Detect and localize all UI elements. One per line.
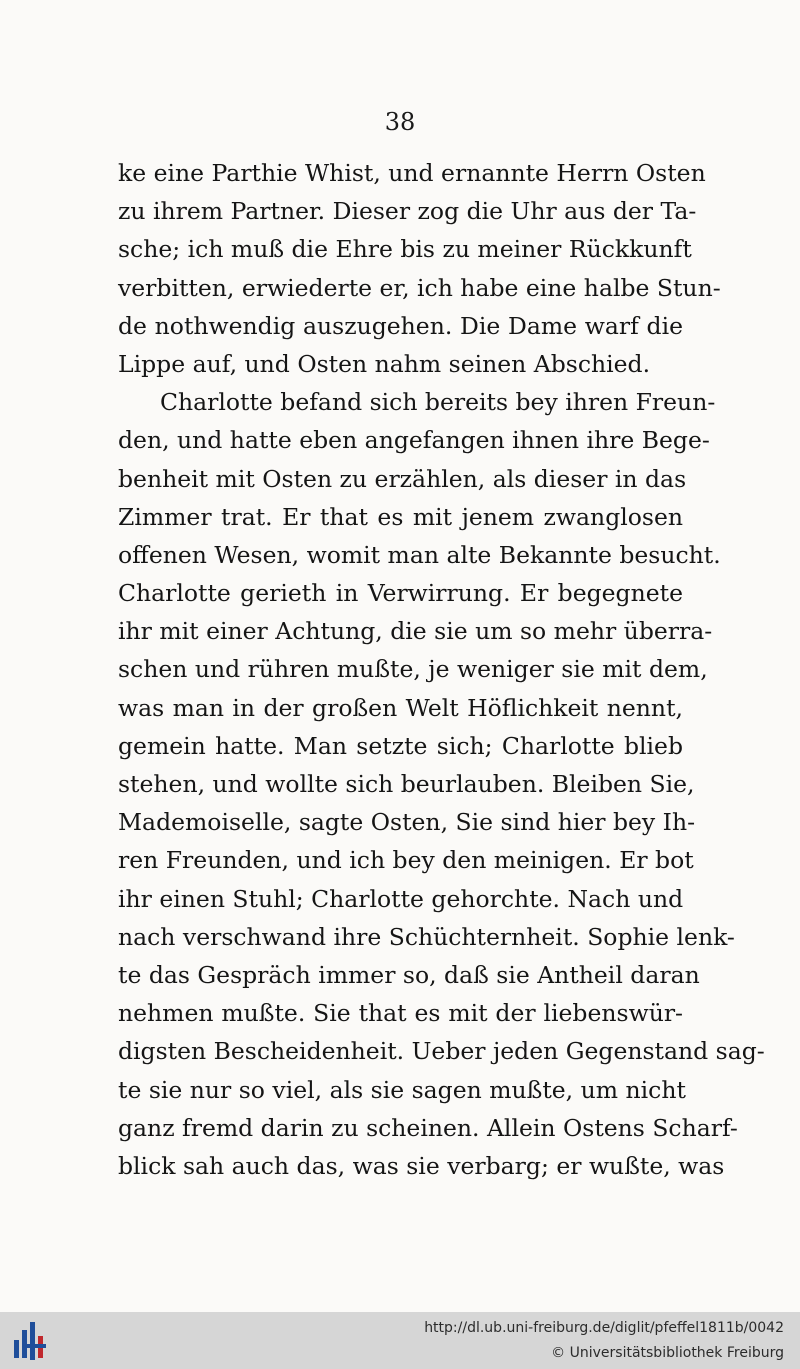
- text-line: den, und hatte eben angefangen ihnen ihre Bege-: [118, 426, 710, 455]
- text-line: nehmen mußte. Sie that es mit der liebenswür-: [118, 999, 683, 1028]
- text-line: ren Freunden, und ich bey den meinigen. Er bot: [118, 846, 694, 875]
- body-text: [118, 154, 765, 1185]
- text-line: schen und rühren mußte, je weniger sie mit dem,: [118, 655, 708, 684]
- text-line: benheit mit Osten zu erzählen, als dieser in das: [118, 464, 687, 493]
- text-line: te das Gespräch immer so, daß sie Antheil daran: [118, 960, 700, 989]
- text-line: ihr einen Stuhl; Charlotte gehorchte. Nach und: [118, 884, 684, 913]
- text-line: Charlotte befand sich bereits bey ihren Freun-: [160, 388, 716, 417]
- text-line: de nothwendig auszugehen. Die Dame warf die: [118, 311, 683, 340]
- text-line: te sie nur so viel, als sie sagen mußte, um nicht: [118, 1075, 686, 1104]
- text-line: stehen, und wollte sich beurlauben. Bleiben Sie,: [118, 770, 695, 798]
- text-line: was man in der großen Welt Höflichkeit nennt,: [118, 693, 683, 722]
- text-line: Mademoiselle, sagte Osten, Sie sind hier bey Ih-: [118, 808, 696, 837]
- text-line: sche; ich muß die Ehre bis zu meiner Rückkunft: [118, 235, 692, 264]
- text-line: nach verschwand ihre Schüchternheit. Sophie lenk-: [118, 922, 735, 951]
- copyright-text: © Universitätsbibliothek Freiburg: [551, 1345, 784, 1361]
- permalink-url[interactable]: http://dl.ub.uni-freiburg.de/diglit/pfeffel1811b/0042: [424, 1320, 784, 1336]
- text-line: zu ihrem Partner. Dieser zog die Uhr aus der Ta-: [118, 197, 697, 226]
- library-logo-icon: [12, 1318, 52, 1363]
- text-line: verbitten, erwiederte er, ich habe eine halbe Stun-: [118, 273, 721, 302]
- footer-bar: [0, 1312, 800, 1369]
- text-line: offenen Wesen, womit man alte Bekannte besucht.: [118, 540, 721, 569]
- text-line: blick sah auch das, was sie verbarg; er wußte, was: [118, 1151, 725, 1180]
- text-line: Charlotte gerieth in Verwirrung. Er begegnete: [118, 579, 683, 608]
- text-line: ke eine Parthie Whist, und ernannte Herrn Osten: [118, 159, 706, 187]
- text-line: ihr mit einer Achtung, die sie um so mehr überra-: [118, 617, 713, 646]
- text-line: ganz fremd darin zu scheinen. Allein Ostens Scharf-: [118, 1113, 738, 1142]
- text-line: gemein hatte. Man setzte sich; Charlotte blieb: [118, 731, 683, 760]
- text-line: digsten Bescheidenheit. Ueber jeden Gegenstand sag-: [118, 1037, 765, 1066]
- page-number: 38: [384, 108, 416, 136]
- text-line: Lippe auf, und Osten nahm seinen Abschied.: [118, 349, 651, 378]
- text-line: Zimmer trat. Er that es mit jenem zwanglosen: [118, 502, 683, 531]
